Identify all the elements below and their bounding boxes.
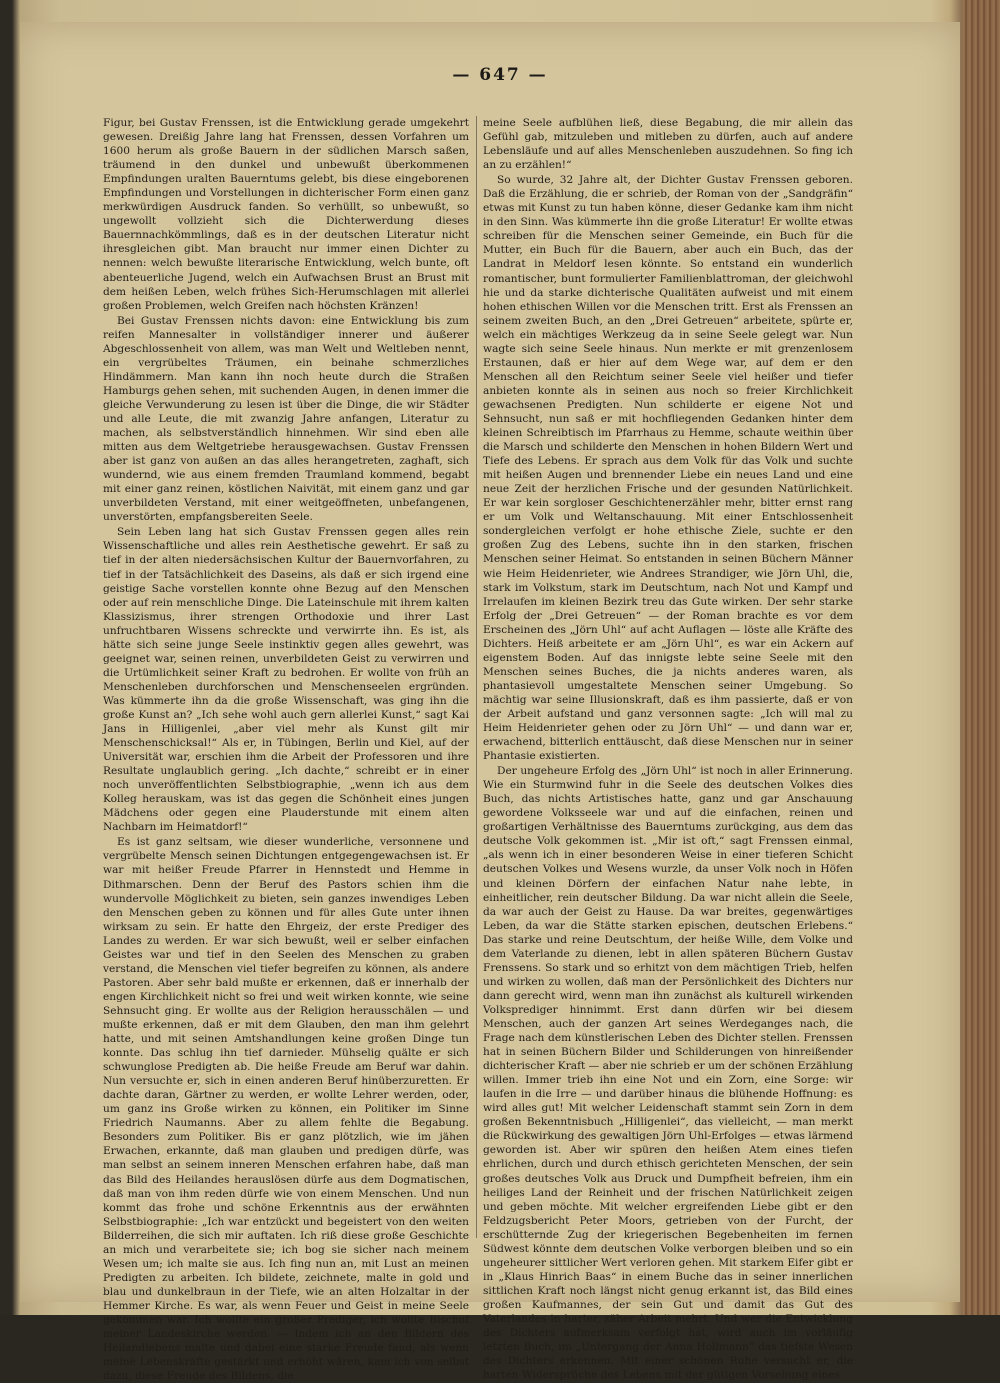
paragraph: meine Seele aufblühen ließ, diese Begabung, die mir allein das Gefühl gab, mitzuleben und mitleben zu dürfen, auch auf andere Lebensläufe und auf alles Menschenleben auszudehnen. So fing ich an zu erzählen!“	[483, 117, 853, 172]
column-divider	[476, 116, 477, 1238]
paragraph: Figur, bei Gustav Frenssen, ist die Entwicklung gerade umgekehrt gewesen. Dreißig Jahre lang hat Frenssen, dessen Vorfahren um 1600 herum als große Bauern in der südlichen Marsch saßen, träumend in den dunkel und unbewußt überkommenen Empfindungen uralten Bauerntums gelebt, bis diese eingeborenen Empfindungen und Vorstellungen in dichterischer Form einen ganz merkwürdigen Ausdruck fanden. So verhüllt, so unbewußt, so ungewollt vollzieht sich die Dichterwerdung dieses Bauernnachkömmlings, daß es in der deutschen Literatur nicht ihresgleichen gibt. Man braucht nur immer einen Dichter zu nennen: welch bewußte literarische Entwicklung, welch bunte, oft abenteuerliche Jugend, welch ein Aufwachsen Brust an Brust mit dem heißen Leben, welch frühes Sich-Herumschlagen mit allerlei großen Problemen, welch Greifen nach höchsten Kränzen!	[103, 117, 469, 312]
paragraph: Der ungeheure Erfolg des „Jörn Uhl“ ist noch in aller Erinnerung. Wie ein Sturmwind fuhr in die Seele des deutschen Volkes dies Buch, das nichts Artistisches hatte, ganz und gar Anschauung gewordene Volksseele war und auf die einfachen, reinen und großartigen Verhältnisse des Bauerntums zurückging, aus dem das deutsche Volk gekommen ist. „Mir ist oft,“ sagt Frenssen einmal, „als wenn ich in einer besonderen Weise in einer tieferen Schicht deutschen Volkes und Wesens wurzle, da unser Volk noch in Höfen und kleinen Dörfern der einfachen Natur nahe lebte, in einheitlicher, rein deutscher Bildung. Da war nicht allein die Seele, da war auch der Geist zu Hause. Da war breites, gegenwärtiges Leben, da war die Stätte starken epischen, deutschen Erlebens.“ Das starke und reine Deutschtum, der heiße Wille, dem Volke und dem Vaterlande zu dienen, lebt in allen späteren Büchern Gustav Frenssens. So stark und so erhitzt von dem mächtigen Trieb, helfen und wirken zu wollen, daß man der Persönlichkeit des Dichters nur dann gerecht wird, wenn man ihn zunächst als kulturell wirkenden Volksprediger hinnimmt. Erst dann dürfen wir bei diesem Menschen, auch der ganzen Art seines Werdeganges nach, die Frage nach dem künstlerischen Leben des Dichter stellen. Frenssen hat in seinen Büchern Bilder und Schilderungen von hinreißender dichterischer Kraft — aber nie schrieb er um der schönen Erzählung willen. Immer trieb ihn eine Not und ein Zorn, eine Sorge: wir laufen in die Irre — und darüber hinaus die blühende Hoffnung: es wird alles gut! Mit welcher Leidenschaft stammt sein Zorn in dem großen Bekenntnisbuch „Hilligenlei“, das vielleicht, — man merkt die Rückwirkung des gewaltigen Jörn Uhl-Erfolges — etwas lärmend geworden ist. Aber wir spüren den heißen Atem eines tiefen ehrlichen, durch und durch ethisch gerichteten Menschen, der sein großes deutsches Volk aus Druck und Dumpfheit befreien, ihm ein heiliges Land der Reinheit und der frischen Natürlichkeit zeigen und geben möchte. Mit welcher ergreifenden Liebe gibt er den Feldzugsbericht Peter Moors, getrieben von der Furcht, der erschütternde Zug der kriegerischen Begebenheiten im fernen Südwest könnte dem deutschen Volke verborgen bleiben und so ein ungeheurer sittlicher Wert verloren gehen. Mit starkem Eifer gibt er in „Klaus Hinrich Baas“ in einem Buche das in seiner innerlichen sittlichen Kraft noch längst nicht genug erkannt ist, das Bild eines großen Kaufmannes, der sein Gut und damit das Gut des Vaterlandes in harter, zäher Arbeit mehrt. Und wer die Entwicklung des Dichters aufmerksam verfolgt hat, wird auch im vorläufig letzten Buch, im „Untergang der Anna Hollmann“ das tiefste Wesen des Dichters erkennen. Mit einer schönen Ruhe versucht er, die harten Widersprüche des Lebens mit der gütigen Vorsehung eines	[483, 765, 853, 1382]
paragraph: So wurde, 32 Jahre alt, der Dichter Gustav Frenssen geboren. Daß die Erzählung, die er schrieb, der Roman von der „Sandgräfin“ etwas mit Kunst zu tun haben könne, dieser Gedanke kam ihm nicht in den Sinn. Was kümmerte ihn die große Literatur! Er wollte etwas schreiben für die Menschen seiner Gemeinde, ein Buch für die Mutter, ein Buch für die Bauern, aber auch ein Buch, das der Landrat in Meldorf lesen könnte. So entstand ein wunderlich romantischer, bunt formulierter Familienblattroman, der gleichwohl hie und da starke dichterische Qualitäten aufweist und mit einem hohen ethischen Willen vor die Menschen tritt. Erst als Frenssen an seinem zweiten Buch, an den „Drei Getreuen“ arbeitete, spürte er, welch ein mächtiges Werkzeug da in seine Seele gelegt war. Nun wagte sich seine Seele hinaus. Nun merkte er mit grenzenlosem Erstaunen, daß er hier auf dem Wege war, auf dem er den Menschen all den Reichtum seiner Seele viel heißer und tiefer anbieten konnte als in seinen aus noch so freier Kirchlichkeit gewachsenen Predigten. Nun schilderte er eigene Not und Sehnsucht, nun saß er mit hochfliegenden Gedanken hinter dem kleinen Schreibtisch im Pfarrhaus zu Hemme, schaute weithin über die Marsch und schilderte den Menschen in hohen Bildern Wert und Tiefe des Lebens. Er sprach aus dem Volk für das Volk und suchte mit heißen Augen und brennender Liebe ein neues Land und eine neue Zeit der herzlichen Frische und der gesunden Natürlichkeit. Er war kein sorgloser Geschichtenerzähler mehr, bitter ernst rang er um Volk und Weltanschauung. Mit einer Entschlossenheit sondergleichen verfolgt er hohe ethische Ziele, suchte er den großen Zug des Lebens, suchte ihn in den starken, frischen Menschen seiner Heimat. So entstanden in seinen Büchern Männer wie Heim Heidenrieter, wie Andrees Strandiger, wie Jörn Uhl, die, stark im Volkstum, stark im Deutschtum, nach Not und Kampf und Irrelaufen im kleinen Bezirk treu das Gute wirken. Der sehr starke Erfolg der „Drei Getreuen“ — der Roman brachte es vor dem Erscheinen des „Jörn Uhl“ auf acht Auflagen — löste alle Kräfte des Dichters. Heiß arbeitete er am „Jörn Uhl“, es war ein Ackern auf eigenstem Boden. Auf das innigste lebte seine Seele mit den Menschen seines Buches, die ja nichts anderes waren, als phantasievoll umgestaltete Menschen seiner Umgebung. So mächtig war seine Illusionskraft, daß es ihm passierte, daß er von der Arbeit aufstand und ganz versonnen sagte: „Ich will mal zu Heim Heidenrieter gehen oder zu Jörn Uhl“ — und dann war er, erwachend, bitterlich enttäuscht, daß diese Menschen nur in seiner Phantasie existierten.	[483, 174, 853, 763]
paragraph: Bei Gustav Frenssen nichts davon: eine Entwicklung bis zum reifen Mannesalter in vollständiger innerer und äußerer Abgeschlossenheit von allem, was man Welt und Weltleben nennt, ein vergrübeltes Träumen, ein beinahe schmerzliches Hindämmern. Man kann ihn noch heute durch die Straßen Hamburgs gehen sehen, mit suchenden Augen, in denen immer die gleiche Verwunderung zu lesen ist über die Dinge, die wir Städter und alle Leute, die mit zwanzig Jahre anfangen, Literatur zu machen, als selbstverständlich hinnehmen. Wir sind eben alle mitten aus dem Weltgetriebe herausgewachsen. Gustav Frenssen aber ist ganz von außen an das alles herangetreten, zaghaft, sich wundernd, wie aus einem fremden Traumland kommend, begabt mit einer ganz reinen, köstlichen Naivität, mit einem ganz und gar unverbildeten Verstand, mit einer weitgeöffneten, unbefangenen, unverstörten, empfangsbereiten Seele.	[103, 314, 469, 524]
right-text-column	[483, 116, 853, 1382]
page-number: — 647 —	[452, 65, 548, 85]
book-binding-edge	[962, 0, 1000, 1315]
left-text-column	[103, 116, 469, 1383]
paragraph: Es ist ganz seltsam, wie dieser wunderliche, versonnene und vergrübelte Mensch seinen Dichtungen entgegengewachsen ist. Er war mit heißer Freude Pfarrer in Hennstedt und Hemme in Dithmarschen. Denn der Beruf des Pastors schien ihm die wundervolle Möglichkeit zu bieten, sein ganzes inwendiges Leben den Menschen geben zu können und für alles Gute unter ihnen wirksam zu sein. Er hatte den Ehrgeiz, der erste Prediger des Landes zu werden. Er war sich bewußt, weil er selber einfachen Geistes war und tief in den Seelen des Menschen zu graben verstand, die Menschen viel tiefer begreifen zu können, als andere Pastoren. Aber sehr bald mußte er erkennen, daß er innerhalb der engen Kirchlichkeit nicht so frei und weit wirken konnte, wie seine Sehnsucht ging. Er wollte aus der Religion herausschälen — und mußte erkennen, daß er mit dem Glauben, den man ihm gelehrt hatte, und mit seinen Amtshandlungen keine großen Dinge tun konnte. Das schlug ihn tief darnieder. Mühselig quälte er sich schwunglose Predigten ab. Die heiße Freude am Beruf war dahin. Nun versuchte er, sich in einen anderen Beruf hinüberzuretten. Er dachte daran, Gärtner zu werden, er wollte Lehrer werden, oder, um ganz ins Große wirken zu können, ein Politiker im Sinne Friedrich Naumanns. Aber zu allem fehlte die Begabung. Besonders zum Politiker. Bis er ganz plötzlich, wie im jähen Erwachen, erkannte, daß man glauben und predigen dürfe, was man selbst an seinem inneren Menschen erfahren habe, daß man das Bild des Heilandes herauslösen dürfe aus dem Dogmatischen, daß man von ihm reden dürfe wie von einem Menschen. Und nun kommt das frohe und schöne Erkenntnis aus der erwähnten Selbstbiographie: „Ich war entzückt und begeistert von den weiten Bilderreihen, die sich mir auftaten. Ich riß diese große Geschichte an mich und verarbeitete sie; ich bog sie sicher nach meinem Wesen um; ich malte sie aus. Ich fing nun an, mit Lust an meinen Predigten zu arbeiten. Ich bildete, zeichnete, malte in gold und blau und dunkelbraun in der Tiefe, wie an alten Holzaltar in der Hemmer Kirche. Es war, als wenn Feuer und Geist in meine Seele gekommen war. Ich wollte ein großer Prediger, ich wollte Bischof meiner Landeskirche werden. — Indem ich an den Bildern des Heilandlebens malte und dabei eine starke Freude fand, als wenn meine Lebenskräfte gestärkt und erhöht wären, kam ich von selbst dazu, diese Freude des Bildens, die	[103, 836, 469, 1383]
paragraph: Sein Leben lang hat sich Gustav Frenssen gegen alles rein Wissenschaftliche und alles rein Aesthetische gewehrt. Er saß zu tief in der alten niedersächsischen Kultur der Bauernvorfahren, zu tief in der Tatsächlichkeit des Daseins, als daß er sich irgend eine geistige Sache vorstellen konnte ohne Bezug auf den Menschen oder auf rein menschliche Dinge. Die Lateinschule mit ihrem kalten Klassizismus, ihrer strengen Orthodoxie und ihrer Last unfruchtbaren Wissens schreckte und verwirrte ihn. Es ist, als hätte sich seine junge Seele instinktiv gegen alles gewehrt, was geeignet war, seinen reinen, unverbildeten Geist zu verwirren und die Urtümlichkeit seiner Kraft zu bedrohen. Er wollte von früh an Menschenleben durchforschen und Menschenseelen ergründen. Was kümmerte ihn da die große Wissenschaft, was ging ihn die große Kunst an? „Ich sehe wohl auch gern allerlei Kunst,“ sagt Kai Jans in Hilligenlei, „aber viel mehr als Kunst gilt mir Menschenschicksal!“ Als er, in Tübingen, Berlin und Kiel, auf der Universität war, erschien ihm die Arbeit der Professoren und ihre Resultate unglaublich gering. „Ich dachte,“ schreibt er in einer noch unveröffentlichten Selbstbiographie, „wenn ich aus dem Kolleg herauskam, was ist das gegen die Schönheit eines jungen Mädchens oder gegen eine Plauderstunde mit einem alten Nachbarn im Heimatdorf!“	[103, 526, 469, 834]
